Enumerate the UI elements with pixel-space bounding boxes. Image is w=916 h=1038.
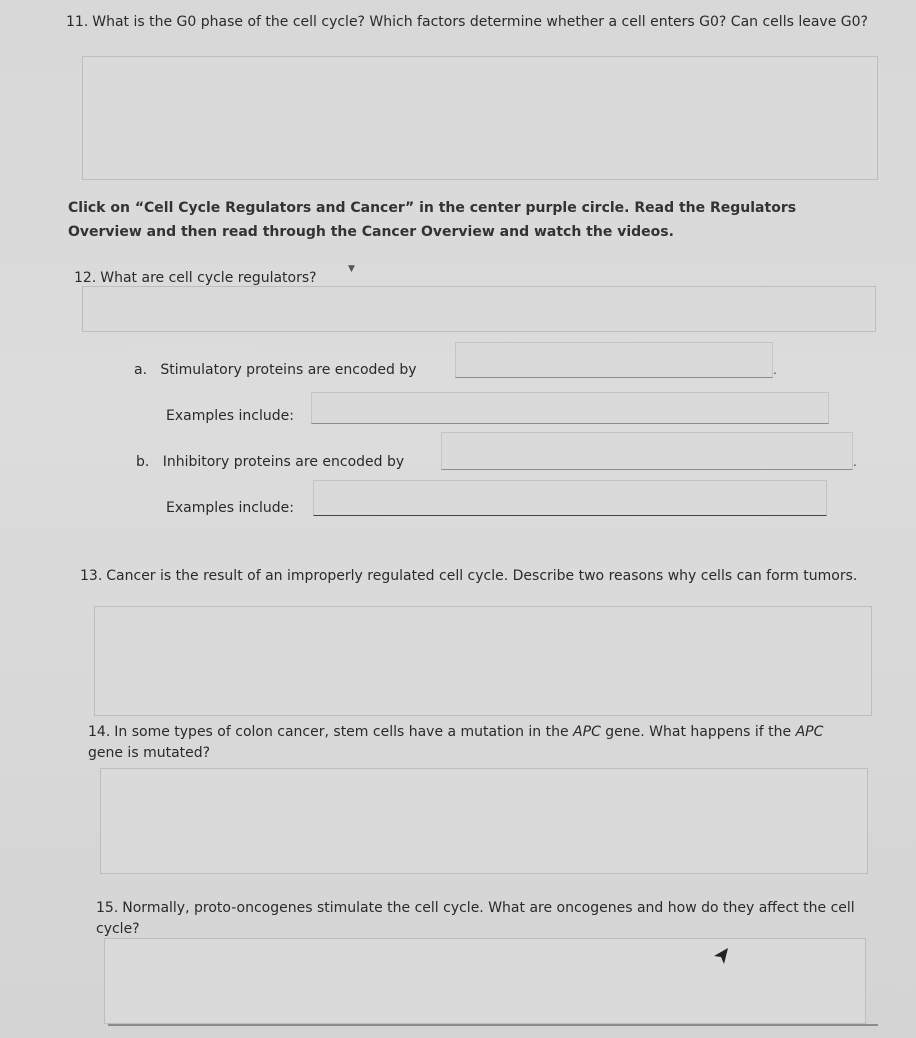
inhibitory-examples-field[interactable] [313, 480, 827, 516]
stimulatory-genes-field[interactable] [455, 342, 773, 378]
question-14-number: 14. [88, 724, 111, 740]
item-12a [134, 362, 417, 378]
question-15-text: Normally, proto-oncogenes stimulate the cell cycle. What are oncogenes and how do they affect the cell cycle? [96, 900, 855, 937]
question-11-number: 11. [66, 14, 89, 30]
instruction-text: Click on “Cell Cycle Regulators and Cancer” in the center purple circle. Read the Regulators Overview and then read through the Cancer Overview and watch the videos. [68, 200, 797, 240]
item-12b-text: Inhibitory proteins are encoded by [162, 454, 405, 470]
question-14-text-middle: gene. What happens if the [600, 724, 796, 740]
question-11 [66, 12, 896, 33]
item-12b-label: b. [136, 454, 150, 470]
answer-14-box[interactable] [100, 768, 868, 874]
mouse-pointer-icon [712, 946, 730, 970]
question-12-text: What are cell cycle regulators? [100, 270, 317, 286]
question-14-gene: APC [573, 724, 601, 740]
stimulatory-examples-field[interactable] [311, 392, 829, 424]
answer-11-box[interactable] [82, 56, 878, 180]
question-14 [88, 722, 858, 764]
question-15 [96, 898, 866, 940]
question-14-gene-2: APC [795, 724, 824, 740]
text-cursor-icon: ▼ [348, 264, 355, 274]
period-12b: . [853, 455, 857, 469]
item-12a-examples-label: Examples include: [166, 408, 294, 424]
item-12b [136, 454, 404, 470]
question-13-number: 13. [80, 568, 103, 584]
inhibitory-genes-field[interactable] [441, 432, 853, 470]
bottom-divider [108, 1024, 878, 1026]
question-12-number: 12. [74, 270, 97, 286]
question-11-text: What is the G0 phase of the cell cycle? Which factors determine whether a cell enters G0? Can cells leave G0? [92, 14, 868, 30]
item-12b-examples-label: Examples include: [166, 500, 294, 516]
question-14-text-before: In some types of colon cancer, stem cells have a mutation in the [114, 724, 574, 740]
question-14-text-after: gene is mutated? [88, 745, 211, 761]
item-12a-label: a. [134, 362, 148, 378]
question-15-number: 15. [96, 900, 119, 916]
answer-15-box[interactable] [104, 938, 866, 1024]
answer-13-box[interactable] [94, 606, 872, 716]
question-13-text: Cancer is the result of an improperly regulated cell cycle. Describe two reasons why cells can form tumors. [106, 568, 858, 584]
item-12a-text: Stimulatory proteins are encoded by [160, 362, 417, 378]
answer-12-box[interactable] [82, 286, 876, 332]
period-12a: . [773, 363, 777, 377]
question-13 [80, 566, 880, 587]
